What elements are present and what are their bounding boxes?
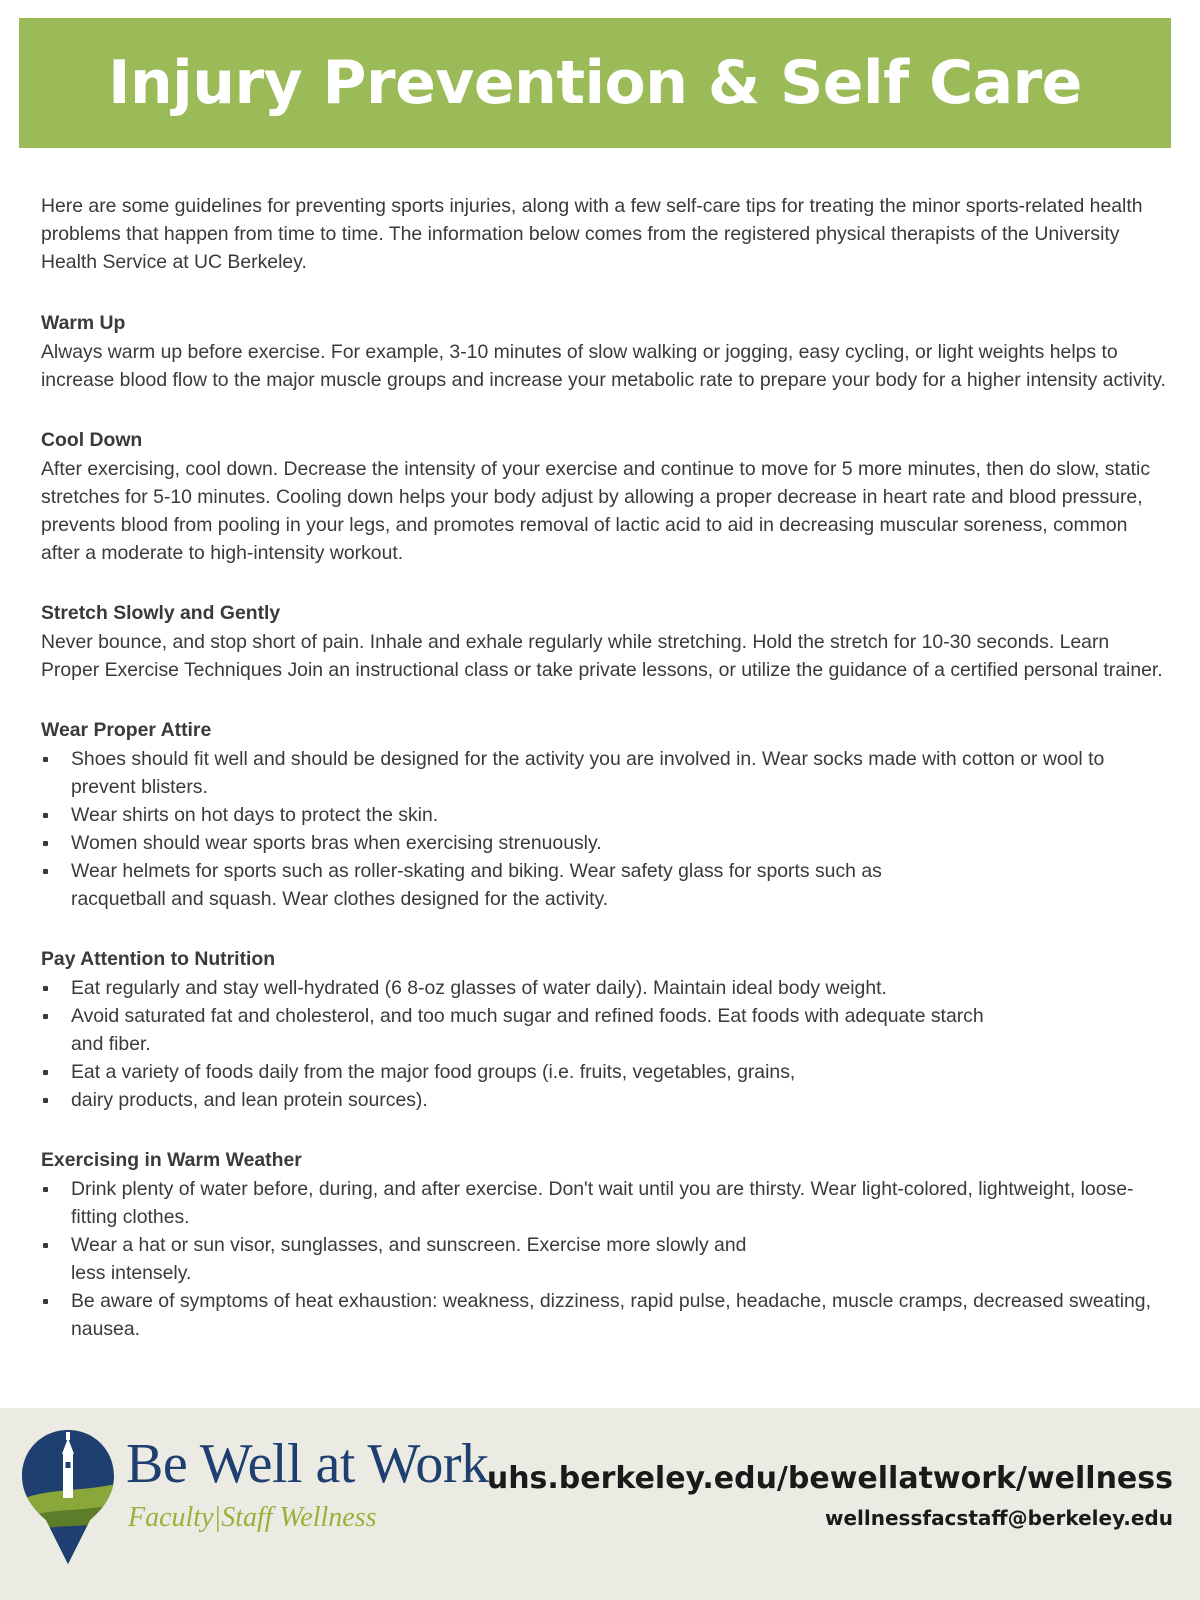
- section-attire: [41, 715, 1166, 913]
- bullet-list: [41, 1175, 1166, 1343]
- section-body: Never bounce, and stop short of pain. Inhale and exhale regularly while stretching. Hold the stretch for 10-30 seconds. Learn Proper Exercise Techniques Join an instructional class or take private lessons, or utilize the guidance of a certified personal trainer.: [41, 631, 1163, 681]
- section-cool-down: [41, 425, 1166, 567]
- section-heading: Stretch Slowly and Gently: [41, 602, 281, 624]
- list-item: Wear a hat or sun visor, sunglasses, and sunscreen. Exercise more slowly and less intensely.: [41, 1231, 771, 1287]
- section-body: After exercising, cool down. Decrease the intensity of your exercise and continue to move for 5 more minutes, then do slow, static stretches for 5-10 minutes. Cooling down helps your body adjust by allowing a proper decrease in heart rate and blood pressure, prevents blood from pooling in your legs, and promotes removal of lactic acid to aid in decreasing muscular soreness, common after a moderate to high-intensity workout.: [41, 458, 1151, 564]
- list-item: Eat a variety of foods daily from the major food groups (i.e. fruits, vegetables, grains,: [41, 1058, 1166, 1086]
- section-warm-up: [41, 308, 1166, 394]
- list-item: Women should wear sports bras when exercising strenuously.: [41, 829, 1166, 857]
- section-warm-weather: [41, 1145, 1166, 1343]
- page-title: Injury Prevention & Self Care: [108, 48, 1082, 118]
- list-item: Shoes should fit well and should be designed for the activity you are involved in. Wear socks made with cotton or wool to prevent blisters.: [41, 745, 1166, 801]
- section-heading: Warm Up: [41, 312, 126, 334]
- list-item: dairy products, and lean protein sources).: [41, 1086, 1166, 1114]
- bullet-list: [41, 974, 1166, 1114]
- section-nutrition: [41, 944, 1166, 1114]
- main-content: [41, 192, 1166, 1374]
- email-link[interactable]: wellnessfacstaff@berkeley.edu: [825, 1506, 1173, 1530]
- section-heading: Pay Attention to Nutrition: [41, 948, 276, 970]
- section-heading: Wear Proper Attire: [41, 719, 212, 741]
- section-heading: Cool Down: [41, 429, 143, 451]
- website-link[interactable]: uhs.berkeley.edu/bewellatwork/wellness: [486, 1461, 1173, 1496]
- section-body: Always warm up before exercise. For example, 3-10 minutes of slow walking or jogging, easy cycling, or light weights helps to increase blood flow to the major muscle groups and increase your metabolic rate to prepare your body for a higher intensity activity.: [41, 341, 1166, 391]
- campanile-pin-logo-icon: [20, 1428, 116, 1568]
- list-item: Be aware of symptoms of heat exhaustion: weakness, dizziness, rapid pulse, headache, muscle cramps, decreased sweating, nausea.: [41, 1287, 1166, 1343]
- brand-title: Be Well at Work: [126, 1433, 489, 1495]
- list-item: Eat regularly and stay well-hydrated (6 8-oz glasses of water daily). Maintain ideal body weight.: [41, 974, 1166, 1002]
- list-item: Avoid saturated fat and cholesterol, and too much sugar and refined foods. Eat foods with adequate starch and fiber.: [41, 1002, 1001, 1058]
- list-item: Wear helmets for sports such as roller-skating and biking. Wear safety glass for sports such as racquetball and squash. Wear clothes designed for the activity.: [41, 857, 941, 913]
- brand-subtitle: Faculty|Staff Wellness: [128, 1502, 377, 1533]
- section-stretch: [41, 598, 1166, 684]
- list-item: Drink plenty of water before, during, and after exercise. Don't wait until you are thirsty. Wear light-colored, lightweight, loose-fitting clothes.: [41, 1175, 1166, 1231]
- footer: [0, 1408, 1200, 1600]
- bullet-list: [41, 745, 1166, 913]
- list-item: Wear shirts on hot days to protect the skin.: [41, 801, 1166, 829]
- title-banner: [19, 18, 1171, 148]
- section-heading: Exercising in Warm Weather: [41, 1149, 302, 1171]
- intro-paragraph: Here are some guidelines for preventing sports injuries, along with a few self-care tips for treating the minor sports-related health problems that happen from time to time. The information below comes from the registered physical therapists of the University Health Service at UC Berkeley.: [41, 195, 1143, 273]
